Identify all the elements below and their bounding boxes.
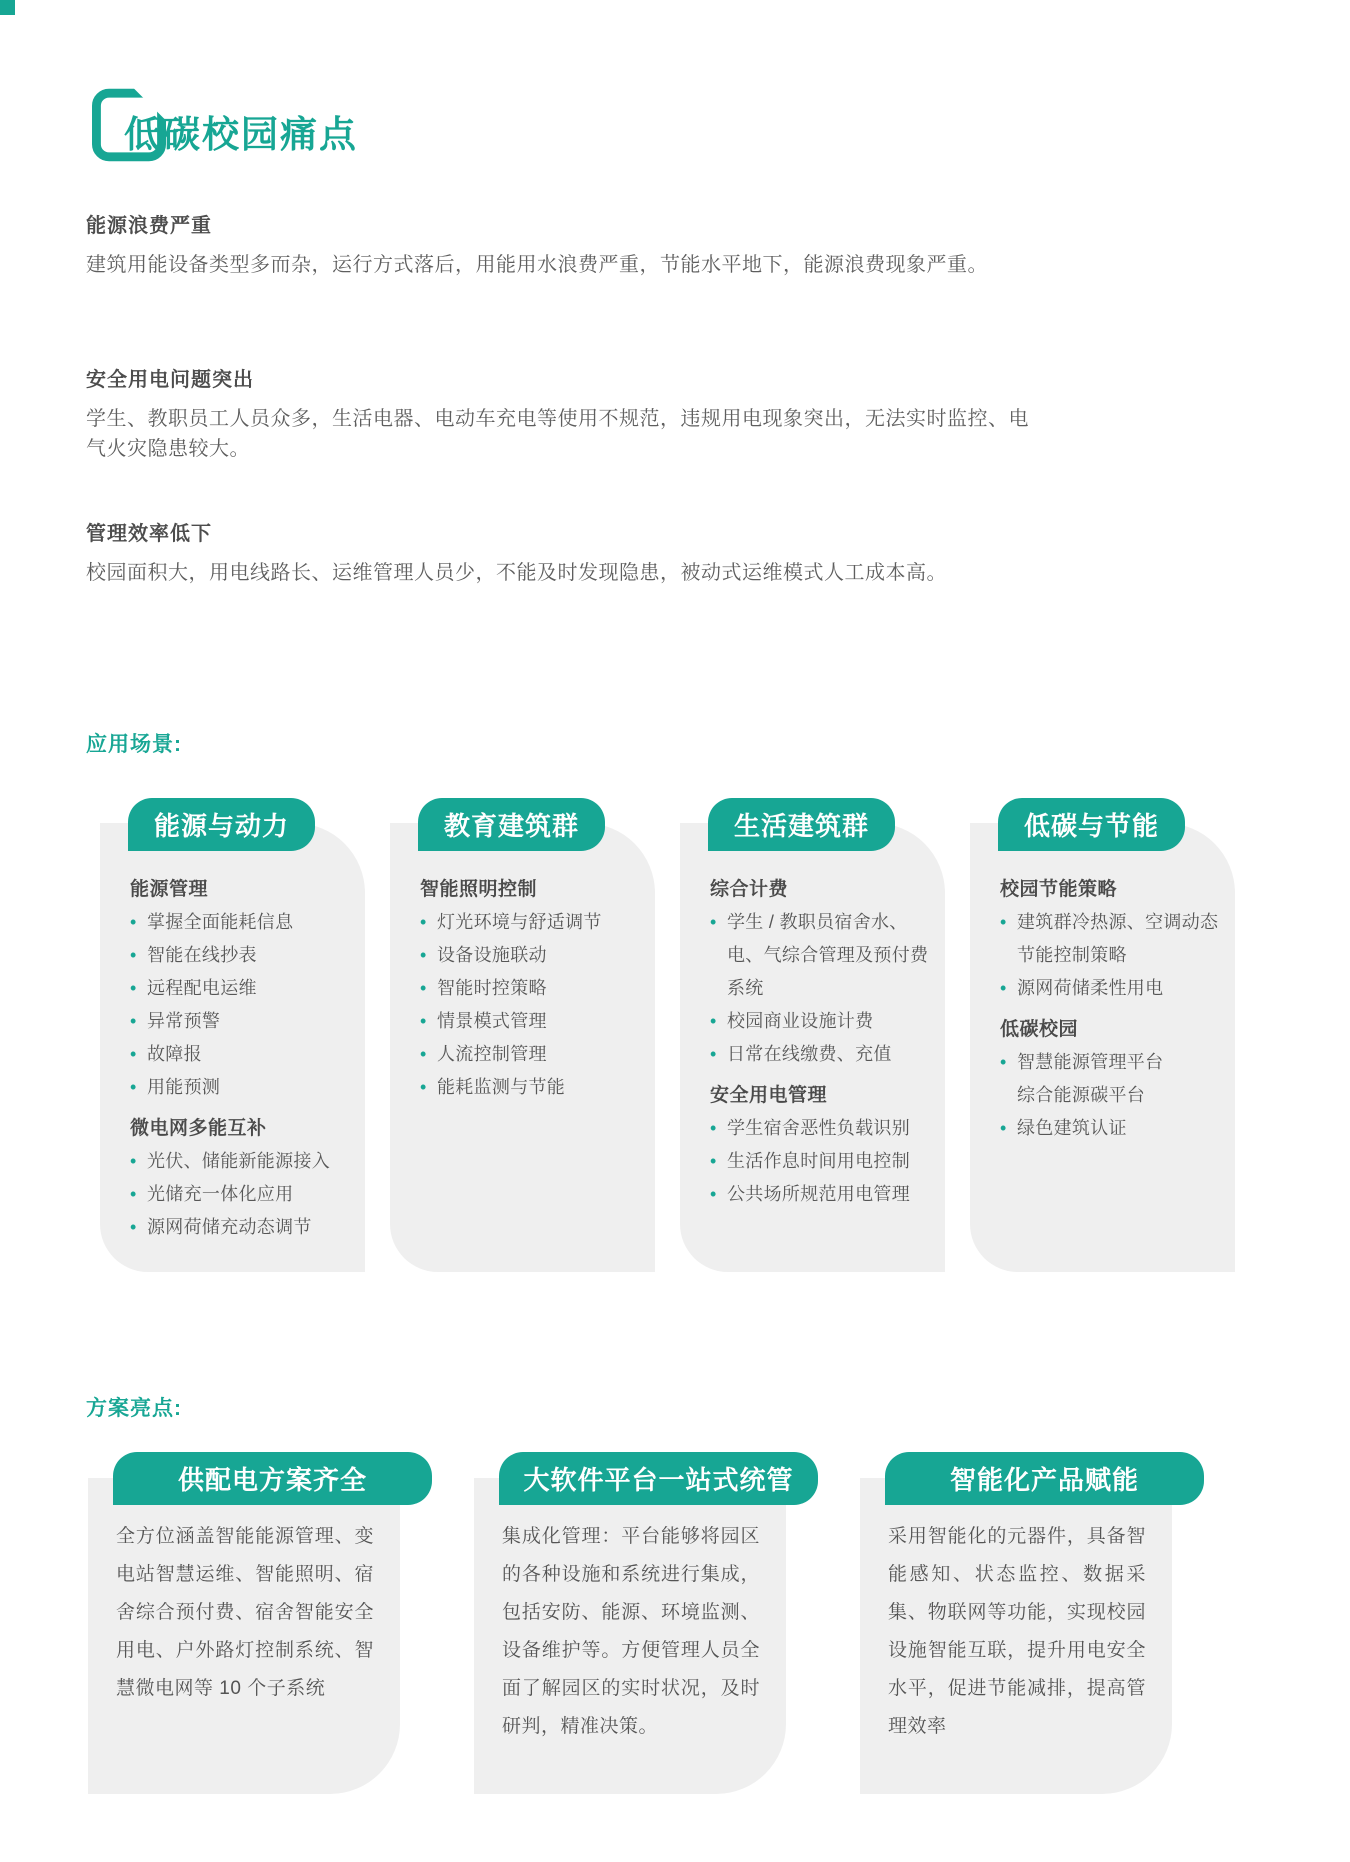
scene-card-title: 能源与动力: [128, 798, 315, 851]
list-item: • 学生宿舍恶性负载识别: [710, 1112, 933, 1145]
card-subtitle: 综合计费: [710, 879, 789, 900]
highlight-card-body: 集成化管理：平台能够将园区的各种设施和系统进行集成，包括安防、能源、环境监测、设备维护等。方便管理人员全面了解园区的实时状况，及时研判，精准决策。: [474, 1478, 786, 1794]
pain-point-heading: 安全用电问题突出: [86, 369, 254, 391]
list-item: • 建筑群冷热源、空调动态节能控制策略: [1000, 906, 1223, 972]
card-list: [1000, 1046, 1223, 1145]
scene-card-body: [680, 823, 945, 1272]
list-item: • 异常预警: [130, 1005, 353, 1038]
scenes-section-label: 应用场景:: [86, 733, 182, 756]
highlight-card-intelligent-products: [860, 1452, 1172, 1794]
scene-card-living-buildings: [680, 798, 945, 1272]
list-item: • 能耗监测与节能: [420, 1071, 643, 1104]
scene-card-low-carbon: [970, 798, 1235, 1272]
list-item: • 远程配电运维: [130, 972, 353, 1005]
card-list: [420, 906, 643, 1104]
list-item: • 智能时控策略: [420, 972, 643, 1005]
list-item: • 情景模式管理: [420, 1005, 643, 1038]
list-item: • 灯光环境与舒适调节: [420, 906, 643, 939]
pain-point-body: 建筑用能设备类型多而杂，运行方式落后，用能用水浪费严重，节能水平地下，能源浪费现象严重。: [86, 254, 988, 276]
page-corner-mark: [0, 0, 15, 15]
pain-point-section: [86, 212, 1046, 280]
card-subtitle: 校园节能策略: [1000, 879, 1118, 900]
card-list: [710, 1112, 933, 1211]
list-item: • 日常在线缴费、充值: [710, 1038, 933, 1071]
list-item: • 故障报: [130, 1038, 353, 1071]
card-list: [710, 906, 933, 1071]
card-subtitle: 智能照明控制: [420, 879, 538, 900]
list-item: • 智能在线抄表: [130, 939, 353, 972]
list-item: • 生活作息时间用电控制: [710, 1145, 933, 1178]
list-item: • 绿色建筑认证: [1000, 1112, 1223, 1145]
highlight-card-body: 全方位涵盖智能能源管理、变电站智慧运维、智能照明、宿舍综合预付费、宿舍智能安全用电、户外路灯控制系统、智慧微电网等 10 个子系统: [88, 1478, 400, 1794]
list-item: • 智慧能源管理平台: [1000, 1046, 1223, 1079]
highlight-card-title: 智能化产品赋能: [885, 1452, 1204, 1505]
highlight-card-body: 采用智能化的元器件，具备智能感知、状态监控、数据采集、物联网等功能，实现校园设施智能互联，提升用电安全水平，促进节能减排，提高管理效率: [860, 1478, 1172, 1794]
highlight-card-software-platform: [474, 1452, 794, 1794]
card-list: [130, 1145, 353, 1244]
scene-card-body: [390, 823, 655, 1272]
scene-card-title: 低碳与节能: [998, 798, 1185, 851]
card-subtitle: 低碳校园: [1000, 1019, 1079, 1040]
highlight-card-title: 大软件平台一站式统管: [499, 1452, 818, 1505]
list-item: • 光储充一体化应用: [130, 1178, 353, 1211]
list-item: • 公共场所规范用电管理: [710, 1178, 933, 1211]
pain-point-heading: 能源浪费严重: [86, 215, 212, 237]
scene-card-title: 教育建筑群: [418, 798, 605, 851]
list-item: • 人流控制管理: [420, 1038, 643, 1071]
page-title: 低碳校园痛点: [124, 114, 358, 155]
card-list: [130, 906, 353, 1104]
card-subtitle: 能源管理: [130, 879, 209, 900]
highlight-card-title: 供配电方案齐全: [113, 1452, 432, 1505]
pain-point-section: [86, 366, 1046, 464]
list-item: • 学生 / 教职员宿舍水、电、气综合管理及预付费系统: [710, 906, 933, 1005]
scenes-card-row: [100, 798, 1235, 1272]
pain-point-section: [86, 520, 1046, 588]
scene-card-education-buildings: [390, 798, 655, 1272]
scene-card-title: 生活建筑群: [708, 798, 895, 851]
highlights-card-row: [88, 1452, 1172, 1794]
scene-card-energy-power: [100, 798, 365, 1272]
pain-point-body: 学生、教职员工人员众多，生活电器、电动车充电等使用不规范，违规用电现象突出，无法实时监控、电气火灾隐患较大。: [86, 408, 1029, 460]
pain-point-body: 校园面积大，用电线路长、运维管理人员少，不能及时发现隐患，被动式运维模式人工成本高。: [86, 562, 947, 584]
list-item: • 用能预测: [130, 1071, 353, 1104]
card-subtitle: 微电网多能互补: [130, 1118, 267, 1139]
list-item: • 源网荷储充动态调节: [130, 1211, 353, 1244]
scene-card-body: [970, 823, 1235, 1272]
card-list: [1000, 906, 1223, 1005]
highlight-card-power-distribution: [88, 1452, 400, 1794]
list-item: • 光伏、储能新能源接入: [130, 1145, 353, 1178]
list-item-continuation: 综合能源碳平台: [1017, 1085, 1146, 1105]
list-item: • 设备设施联动: [420, 939, 643, 972]
pain-point-heading: 管理效率低下: [86, 523, 212, 545]
list-item: • 掌握全面能耗信息: [130, 906, 353, 939]
list-item: • 源网荷储柔性用电: [1000, 972, 1223, 1005]
highlights-section-label: 方案亮点:: [86, 1397, 182, 1420]
list-item: • 校园商业设施计费: [710, 1005, 933, 1038]
card-subtitle: 安全用电管理: [710, 1085, 828, 1106]
scene-card-body: [100, 823, 365, 1272]
